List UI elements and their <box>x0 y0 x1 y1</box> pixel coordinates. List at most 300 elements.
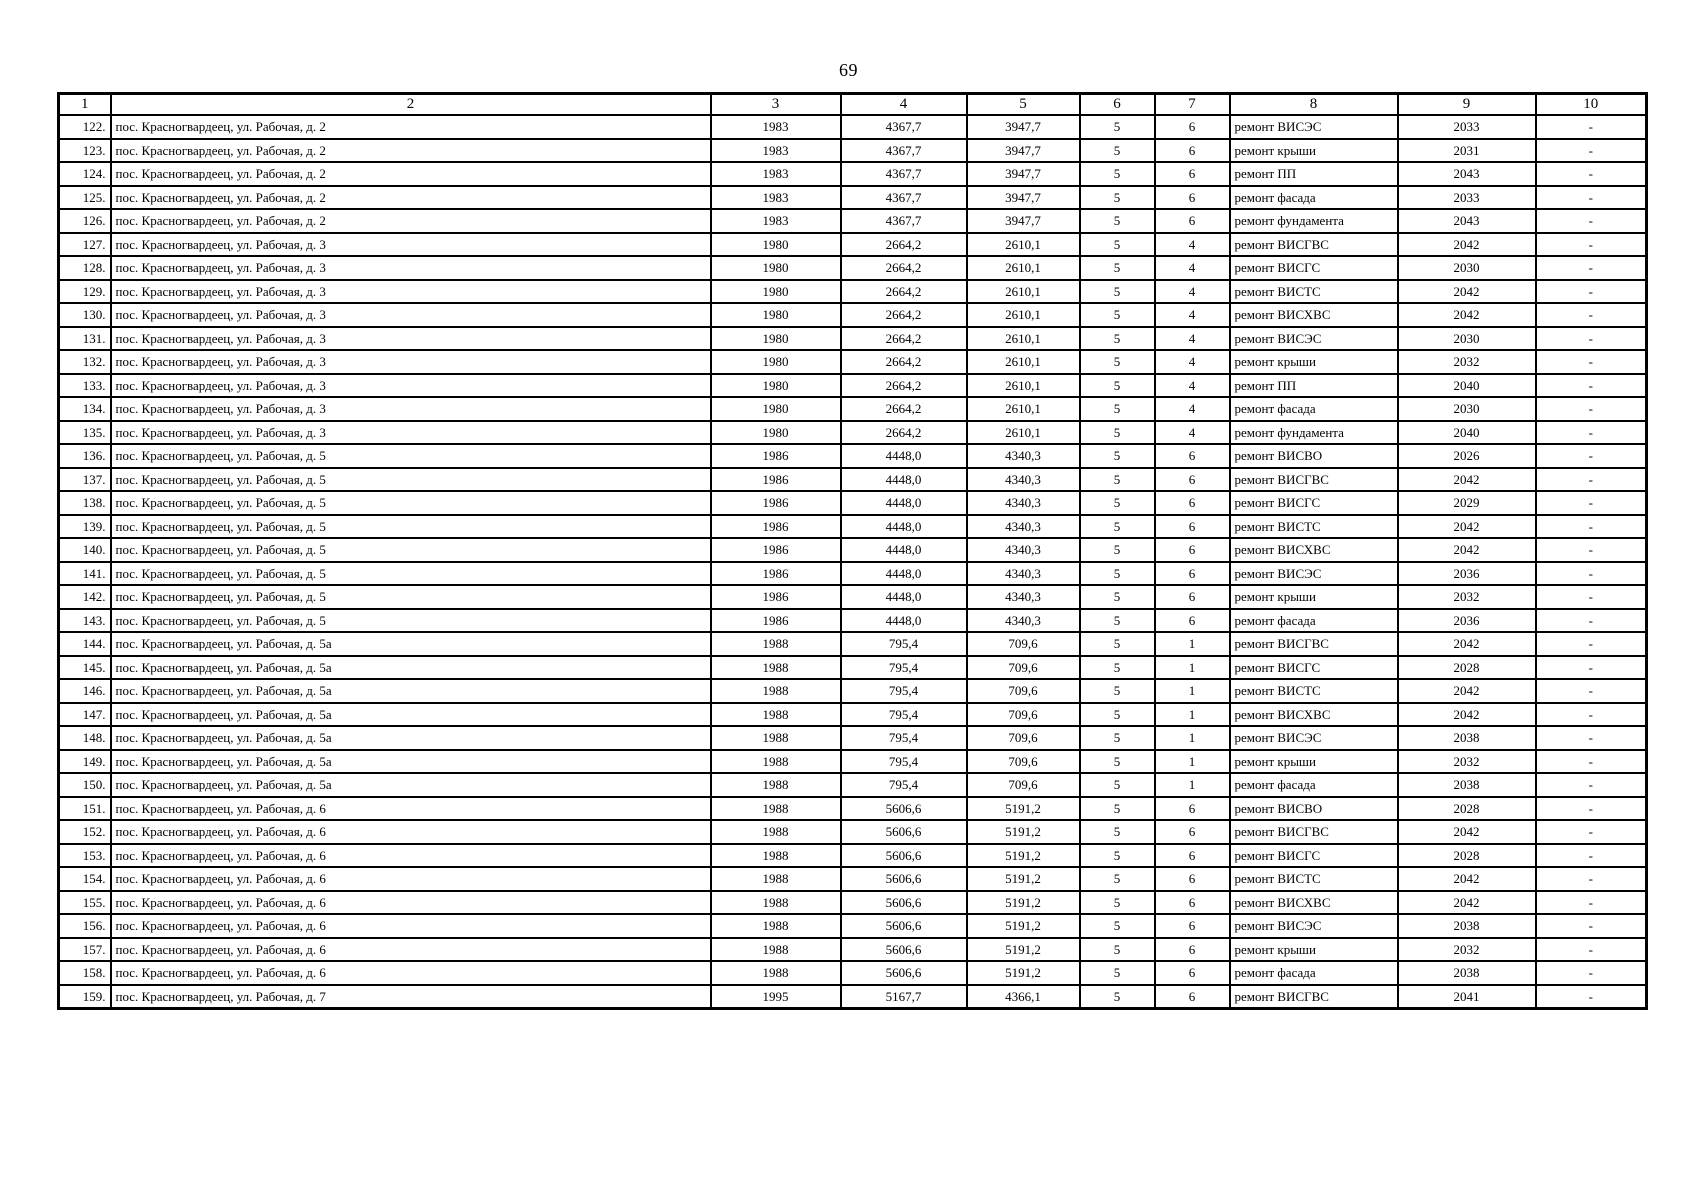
entrances-cell: 1 <box>1155 773 1230 797</box>
floors-cell: 5 <box>1080 186 1155 210</box>
entrances-cell: 6 <box>1155 914 1230 938</box>
planned-year-cell: 2033 <box>1398 115 1536 139</box>
planned-year-cell: 2042 <box>1398 468 1536 492</box>
row-number-cell: 140. <box>59 538 111 562</box>
year-cell: 1983 <box>711 162 841 186</box>
column-header: 7 <box>1155 94 1230 116</box>
planned-year-cell: 2033 <box>1398 186 1536 210</box>
row-number-cell: 142. <box>59 585 111 609</box>
note-cell: - <box>1536 444 1647 468</box>
total-area-cell: 5606,6 <box>841 844 967 868</box>
total-area-cell: 2664,2 <box>841 350 967 374</box>
entrances-cell: 6 <box>1155 491 1230 515</box>
living-area-cell: 3947,7 <box>967 139 1080 163</box>
total-area-cell: 5606,6 <box>841 961 967 985</box>
year-cell: 1988 <box>711 938 841 962</box>
floors-cell: 5 <box>1080 820 1155 844</box>
note-cell: - <box>1536 256 1647 280</box>
row-number-cell: 137. <box>59 468 111 492</box>
year-cell: 1986 <box>711 538 841 562</box>
total-area-cell: 4448,0 <box>841 609 967 633</box>
year-cell: 1988 <box>711 703 841 727</box>
note-cell: - <box>1536 280 1647 304</box>
planned-year-cell: 2038 <box>1398 914 1536 938</box>
living-area-cell: 4340,3 <box>967 538 1080 562</box>
entrances-cell: 6 <box>1155 186 1230 210</box>
column-header: 6 <box>1080 94 1155 116</box>
work-type-cell: ремонт фундамента <box>1230 209 1398 233</box>
address-cell: пос. Красногвардеец, ул. Рабочая, д. 2 <box>111 209 711 233</box>
planned-year-cell: 2040 <box>1398 374 1536 398</box>
living-area-cell: 2610,1 <box>967 397 1080 421</box>
work-type-cell: ремонт ВИСГВС <box>1230 632 1398 656</box>
planned-year-cell: 2028 <box>1398 844 1536 868</box>
column-header: 2 <box>111 94 711 116</box>
address-cell: пос. Красногвардеец, ул. Рабочая, д. 3 <box>111 256 711 280</box>
row-number-cell: 132. <box>59 350 111 374</box>
living-area-cell: 5191,2 <box>967 938 1080 962</box>
entrances-cell: 4 <box>1155 256 1230 280</box>
living-area-cell: 709,6 <box>967 750 1080 774</box>
entrances-cell: 6 <box>1155 115 1230 139</box>
entrances-cell: 6 <box>1155 515 1230 539</box>
floors-cell: 5 <box>1080 280 1155 304</box>
column-header: 1 <box>59 94 111 116</box>
year-cell: 1986 <box>711 609 841 633</box>
year-cell: 1986 <box>711 562 841 586</box>
floors-cell: 5 <box>1080 115 1155 139</box>
floors-cell: 5 <box>1080 938 1155 962</box>
entrances-cell: 4 <box>1155 350 1230 374</box>
floors-cell: 5 <box>1080 491 1155 515</box>
planned-year-cell: 2043 <box>1398 209 1536 233</box>
note-cell: - <box>1536 115 1647 139</box>
table-row <box>59 491 1647 515</box>
entrances-cell: 4 <box>1155 421 1230 445</box>
planned-year-cell: 2042 <box>1398 820 1536 844</box>
living-area-cell: 709,6 <box>967 703 1080 727</box>
floors-cell: 5 <box>1080 726 1155 750</box>
note-cell: - <box>1536 468 1647 492</box>
address-cell: пос. Красногвардеец, ул. Рабочая, д. 2 <box>111 186 711 210</box>
address-cell: пос. Красногвардеец, ул. Рабочая, д. 3 <box>111 233 711 257</box>
row-number-cell: 144. <box>59 632 111 656</box>
address-cell: пос. Красногвардеец, ул. Рабочая, д. 3 <box>111 303 711 327</box>
table-row <box>59 256 1647 280</box>
row-number-cell: 145. <box>59 656 111 680</box>
work-type-cell: ремонт ВИСХВС <box>1230 703 1398 727</box>
note-cell: - <box>1536 679 1647 703</box>
planned-year-cell: 2038 <box>1398 726 1536 750</box>
total-area-cell: 795,4 <box>841 750 967 774</box>
living-area-cell: 3947,7 <box>967 162 1080 186</box>
note-cell: - <box>1536 421 1647 445</box>
table-row <box>59 538 1647 562</box>
entrances-cell: 6 <box>1155 209 1230 233</box>
work-type-cell: ремонт ВИСГВС <box>1230 468 1398 492</box>
address-cell: пос. Красногвардеец, ул. Рабочая, д. 6 <box>111 844 711 868</box>
address-cell: пос. Красногвардеец, ул. Рабочая, д. 5а <box>111 703 711 727</box>
floors-cell: 5 <box>1080 209 1155 233</box>
table-row <box>59 350 1647 374</box>
note-cell: - <box>1536 186 1647 210</box>
table-row <box>59 891 1647 915</box>
work-type-cell: ремонт ВИСГС <box>1230 656 1398 680</box>
entrances-cell: 1 <box>1155 726 1230 750</box>
entrances-cell: 6 <box>1155 538 1230 562</box>
total-area-cell: 4367,7 <box>841 186 967 210</box>
work-type-cell: ремонт ВИСТС <box>1230 867 1398 891</box>
row-number-cell: 124. <box>59 162 111 186</box>
living-area-cell: 4366,1 <box>967 985 1080 1009</box>
row-number-cell: 158. <box>59 961 111 985</box>
planned-year-cell: 2040 <box>1398 421 1536 445</box>
table-row <box>59 468 1647 492</box>
row-number-cell: 150. <box>59 773 111 797</box>
note-cell: - <box>1536 726 1647 750</box>
entrances-cell: 6 <box>1155 985 1230 1009</box>
row-number-cell: 151. <box>59 797 111 821</box>
note-cell: - <box>1536 491 1647 515</box>
total-area-cell: 2664,2 <box>841 256 967 280</box>
table-row <box>59 374 1647 398</box>
floors-cell: 5 <box>1080 891 1155 915</box>
planned-year-cell: 2042 <box>1398 891 1536 915</box>
entrances-cell: 6 <box>1155 585 1230 609</box>
row-number-cell: 130. <box>59 303 111 327</box>
year-cell: 1980 <box>711 350 841 374</box>
entrances-cell: 1 <box>1155 750 1230 774</box>
work-type-cell: ремонт крыши <box>1230 585 1398 609</box>
address-cell: пос. Красногвардеец, ул. Рабочая, д. 5а <box>111 656 711 680</box>
total-area-cell: 5167,7 <box>841 985 967 1009</box>
work-type-cell: ремонт ПП <box>1230 374 1398 398</box>
address-cell: пос. Красногвардеец, ул. Рабочая, д. 6 <box>111 891 711 915</box>
table-row <box>59 515 1647 539</box>
year-cell: 1988 <box>711 820 841 844</box>
planned-year-cell: 2038 <box>1398 961 1536 985</box>
work-type-cell: ремонт ВИСГС <box>1230 844 1398 868</box>
work-type-cell: ремонт ВИСГВС <box>1230 820 1398 844</box>
table-row <box>59 139 1647 163</box>
entrances-cell: 4 <box>1155 327 1230 351</box>
note-cell: - <box>1536 985 1647 1009</box>
table-row <box>59 773 1647 797</box>
table-row <box>59 562 1647 586</box>
row-number-cell: 147. <box>59 703 111 727</box>
entrances-cell: 6 <box>1155 844 1230 868</box>
table-row <box>59 444 1647 468</box>
total-area-cell: 4367,7 <box>841 139 967 163</box>
note-cell: - <box>1536 914 1647 938</box>
row-number-cell: 126. <box>59 209 111 233</box>
address-cell: пос. Красногвардеец, ул. Рабочая, д. 6 <box>111 867 711 891</box>
note-cell: - <box>1536 303 1647 327</box>
total-area-cell: 4448,0 <box>841 585 967 609</box>
row-number-cell: 125. <box>59 186 111 210</box>
table-row <box>59 280 1647 304</box>
total-area-cell: 4448,0 <box>841 444 967 468</box>
address-cell: пос. Красногвардеец, ул. Рабочая, д. 5 <box>111 468 711 492</box>
row-number-cell: 143. <box>59 609 111 633</box>
address-cell: пос. Красногвардеец, ул. Рабочая, д. 5 <box>111 585 711 609</box>
note-cell: - <box>1536 750 1647 774</box>
year-cell: 1980 <box>711 280 841 304</box>
column-header: 8 <box>1230 94 1398 116</box>
page-number: 69 <box>839 60 858 80</box>
address-cell: пос. Красногвардеец, ул. Рабочая, д. 2 <box>111 162 711 186</box>
note-cell: - <box>1536 515 1647 539</box>
living-area-cell: 2610,1 <box>967 303 1080 327</box>
address-cell: пос. Красногвардеец, ул. Рабочая, д. 5 <box>111 538 711 562</box>
total-area-cell: 2664,2 <box>841 280 967 304</box>
address-cell: пос. Красногвардеец, ул. Рабочая, д. 5а <box>111 679 711 703</box>
row-number-cell: 155. <box>59 891 111 915</box>
entrances-cell: 4 <box>1155 374 1230 398</box>
work-type-cell: ремонт ВИСТС <box>1230 280 1398 304</box>
table-row <box>59 703 1647 727</box>
floors-cell: 5 <box>1080 162 1155 186</box>
note-cell: - <box>1536 961 1647 985</box>
year-cell: 1995 <box>711 985 841 1009</box>
floors-cell: 5 <box>1080 844 1155 868</box>
row-number-cell: 129. <box>59 280 111 304</box>
total-area-cell: 795,4 <box>841 703 967 727</box>
planned-year-cell: 2042 <box>1398 538 1536 562</box>
year-cell: 1988 <box>711 656 841 680</box>
year-cell: 1980 <box>711 374 841 398</box>
row-number-cell: 133. <box>59 374 111 398</box>
note-cell: - <box>1536 397 1647 421</box>
living-area-cell: 709,6 <box>967 773 1080 797</box>
floors-cell: 5 <box>1080 703 1155 727</box>
work-type-cell: ремонт ВИСГС <box>1230 491 1398 515</box>
note-cell: - <box>1536 209 1647 233</box>
address-cell: пос. Красногвардеец, ул. Рабочая, д. 5а <box>111 773 711 797</box>
living-area-cell: 709,6 <box>967 656 1080 680</box>
living-area-cell: 2610,1 <box>967 374 1080 398</box>
entrances-cell: 4 <box>1155 280 1230 304</box>
total-area-cell: 2664,2 <box>841 303 967 327</box>
living-area-cell: 5191,2 <box>967 797 1080 821</box>
row-number-cell: 152. <box>59 820 111 844</box>
floors-cell: 5 <box>1080 233 1155 257</box>
year-cell: 1980 <box>711 397 841 421</box>
floors-cell: 5 <box>1080 303 1155 327</box>
table-row <box>59 844 1647 868</box>
year-cell: 1986 <box>711 585 841 609</box>
living-area-cell: 5191,2 <box>967 961 1080 985</box>
planned-year-cell: 2042 <box>1398 867 1536 891</box>
entrances-cell: 1 <box>1155 656 1230 680</box>
living-area-cell: 4340,3 <box>967 515 1080 539</box>
floors-cell: 5 <box>1080 867 1155 891</box>
row-number-cell: 157. <box>59 938 111 962</box>
total-area-cell: 795,4 <box>841 632 967 656</box>
table-row <box>59 938 1647 962</box>
entrances-cell: 4 <box>1155 233 1230 257</box>
work-type-cell: ремонт ВИСГВС <box>1230 233 1398 257</box>
floors-cell: 5 <box>1080 773 1155 797</box>
row-number-cell: 136. <box>59 444 111 468</box>
work-type-cell: ремонт ПП <box>1230 162 1398 186</box>
table-row <box>59 303 1647 327</box>
work-type-cell: ремонт крыши <box>1230 350 1398 374</box>
floors-cell: 5 <box>1080 374 1155 398</box>
living-area-cell: 5191,2 <box>967 867 1080 891</box>
work-type-cell: ремонт ВИСГВС <box>1230 985 1398 1009</box>
floors-cell: 5 <box>1080 656 1155 680</box>
total-area-cell: 2664,2 <box>841 233 967 257</box>
floors-cell: 5 <box>1080 421 1155 445</box>
address-cell: пос. Красногвардеец, ул. Рабочая, д. 3 <box>111 374 711 398</box>
year-cell: 1986 <box>711 491 841 515</box>
total-area-cell: 5606,6 <box>841 938 967 962</box>
table-row <box>59 609 1647 633</box>
total-area-cell: 4448,0 <box>841 562 967 586</box>
address-cell: пос. Красногвардеец, ул. Рабочая, д. 6 <box>111 820 711 844</box>
living-area-cell: 2610,1 <box>967 421 1080 445</box>
address-cell: пос. Красногвардеец, ул. Рабочая, д. 2 <box>111 115 711 139</box>
column-header: 5 <box>967 94 1080 116</box>
living-area-cell: 4340,3 <box>967 444 1080 468</box>
work-type-cell: ремонт ВИСХВС <box>1230 538 1398 562</box>
planned-year-cell: 2036 <box>1398 562 1536 586</box>
table-row <box>59 162 1647 186</box>
total-area-cell: 795,4 <box>841 656 967 680</box>
column-header: 4 <box>841 94 967 116</box>
work-type-cell: ремонт ВИСВО <box>1230 797 1398 821</box>
floors-cell: 5 <box>1080 985 1155 1009</box>
year-cell: 1983 <box>711 115 841 139</box>
entrances-cell: 4 <box>1155 397 1230 421</box>
living-area-cell: 2610,1 <box>967 350 1080 374</box>
living-area-cell: 4340,3 <box>967 468 1080 492</box>
planned-year-cell: 2042 <box>1398 280 1536 304</box>
address-cell: пос. Красногвардеец, ул. Рабочая, д. 3 <box>111 397 711 421</box>
living-area-cell: 3947,7 <box>967 115 1080 139</box>
address-cell: пос. Красногвардеец, ул. Рабочая, д. 7 <box>111 985 711 1009</box>
year-cell: 1988 <box>711 797 841 821</box>
address-cell: пос. Красногвардеец, ул. Рабочая, д. 6 <box>111 914 711 938</box>
year-cell: 1980 <box>711 421 841 445</box>
floors-cell: 5 <box>1080 585 1155 609</box>
row-number-cell: 122. <box>59 115 111 139</box>
note-cell: - <box>1536 609 1647 633</box>
work-type-cell: ремонт фасада <box>1230 773 1398 797</box>
year-cell: 1988 <box>711 726 841 750</box>
work-type-cell: ремонт фасада <box>1230 961 1398 985</box>
address-cell: пос. Красногвардеец, ул. Рабочая, д. 3 <box>111 280 711 304</box>
planned-year-cell: 2042 <box>1398 233 1536 257</box>
total-area-cell: 4367,7 <box>841 115 967 139</box>
year-cell: 1988 <box>711 844 841 868</box>
note-cell: - <box>1536 656 1647 680</box>
work-type-cell: ремонт ВИСХВС <box>1230 891 1398 915</box>
floors-cell: 5 <box>1080 797 1155 821</box>
table-row <box>59 656 1647 680</box>
planned-year-cell: 2029 <box>1398 491 1536 515</box>
entrances-cell: 6 <box>1155 820 1230 844</box>
work-type-cell: ремонт фундамента <box>1230 421 1398 445</box>
planned-year-cell: 2032 <box>1398 938 1536 962</box>
total-area-cell: 5606,6 <box>841 867 967 891</box>
address-cell: пос. Красногвардеец, ул. Рабочая, д. 5а <box>111 750 711 774</box>
planned-year-cell: 2042 <box>1398 515 1536 539</box>
planned-year-cell: 2028 <box>1398 797 1536 821</box>
entrances-cell: 6 <box>1155 139 1230 163</box>
table-row <box>59 985 1647 1009</box>
table-row <box>59 397 1647 421</box>
row-number-cell: 139. <box>59 515 111 539</box>
work-type-cell: ремонт фасада <box>1230 397 1398 421</box>
living-area-cell: 2610,1 <box>967 233 1080 257</box>
table-row <box>59 632 1647 656</box>
work-type-cell: ремонт фасада <box>1230 186 1398 210</box>
note-cell: - <box>1536 632 1647 656</box>
living-area-cell: 2610,1 <box>967 280 1080 304</box>
planned-year-cell: 2043 <box>1398 162 1536 186</box>
column-header: 3 <box>711 94 841 116</box>
row-number-cell: 154. <box>59 867 111 891</box>
table-row <box>59 797 1647 821</box>
entrances-cell: 6 <box>1155 938 1230 962</box>
living-area-cell: 3947,7 <box>967 186 1080 210</box>
planned-year-cell: 2031 <box>1398 139 1536 163</box>
entrances-cell: 1 <box>1155 703 1230 727</box>
entrances-cell: 4 <box>1155 303 1230 327</box>
address-cell: пос. Красногвардеец, ул. Рабочая, д. 5 <box>111 444 711 468</box>
planned-year-cell: 2030 <box>1398 256 1536 280</box>
work-type-cell: ремонт ВИСТС <box>1230 679 1398 703</box>
entrances-cell: 6 <box>1155 961 1230 985</box>
row-number-cell: 138. <box>59 491 111 515</box>
total-area-cell: 4367,7 <box>841 209 967 233</box>
floors-cell: 5 <box>1080 961 1155 985</box>
living-area-cell: 5191,2 <box>967 820 1080 844</box>
total-area-cell: 2664,2 <box>841 421 967 445</box>
table-row <box>59 820 1647 844</box>
total-area-cell: 5606,6 <box>841 797 967 821</box>
table-body <box>59 115 1647 1009</box>
entrances-cell: 6 <box>1155 444 1230 468</box>
planned-year-cell: 2042 <box>1398 679 1536 703</box>
row-number-cell: 131. <box>59 327 111 351</box>
note-cell: - <box>1536 844 1647 868</box>
planned-year-cell: 2036 <box>1398 609 1536 633</box>
living-area-cell: 2610,1 <box>967 256 1080 280</box>
repair-register-table <box>57 92 1648 1010</box>
living-area-cell: 5191,2 <box>967 844 1080 868</box>
table-row <box>59 679 1647 703</box>
note-cell: - <box>1536 773 1647 797</box>
column-header: 10 <box>1536 94 1647 116</box>
table-row <box>59 961 1647 985</box>
table-row <box>59 867 1647 891</box>
note-cell: - <box>1536 938 1647 962</box>
note-cell: - <box>1536 139 1647 163</box>
work-type-cell: ремонт ВИСТС <box>1230 515 1398 539</box>
table-row <box>59 186 1647 210</box>
year-cell: 1988 <box>711 750 841 774</box>
row-number-cell: 135. <box>59 421 111 445</box>
planned-year-cell: 2030 <box>1398 397 1536 421</box>
note-cell: - <box>1536 538 1647 562</box>
note-cell: - <box>1536 891 1647 915</box>
year-cell: 1980 <box>711 233 841 257</box>
address-cell: пос. Красногвардеец, ул. Рабочая, д. 3 <box>111 327 711 351</box>
floors-cell: 5 <box>1080 256 1155 280</box>
